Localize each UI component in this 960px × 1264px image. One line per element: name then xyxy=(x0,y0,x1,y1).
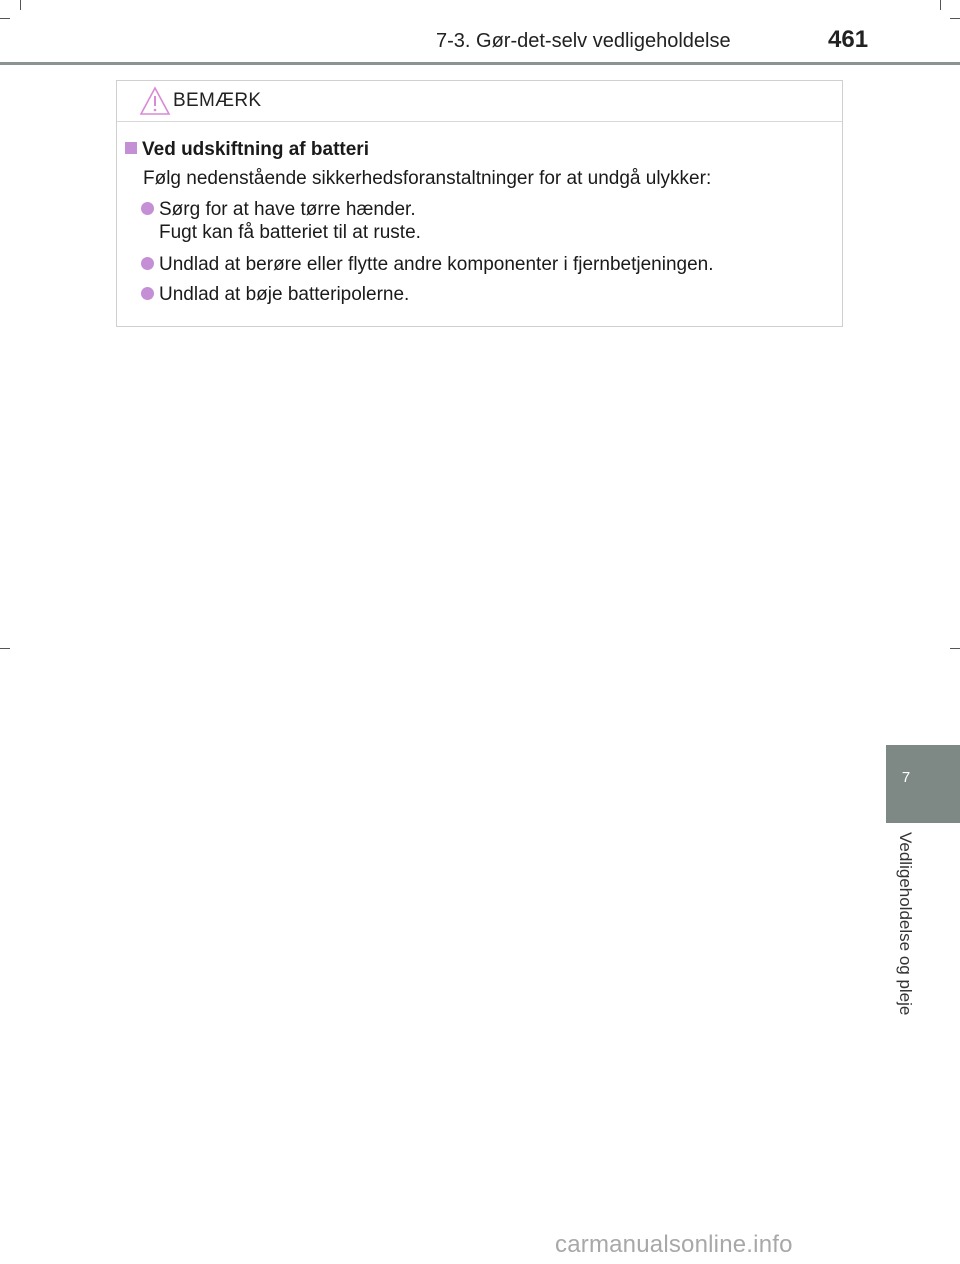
crop-mark xyxy=(950,648,960,649)
round-bullet-icon xyxy=(141,257,154,270)
list-item xyxy=(141,198,421,244)
warning-triangle-icon xyxy=(139,86,171,116)
page-number: 461 xyxy=(828,26,869,53)
notice-box xyxy=(116,80,843,327)
round-bullet-icon xyxy=(141,287,154,300)
list-item-text: Fugt kan få batteriet til at ruste. xyxy=(159,222,421,243)
header-divider xyxy=(0,62,960,65)
chapter-title: Vedligeholdelse og pleje xyxy=(896,832,915,1016)
notice-intro: Følg nedenstående sikkerhedsforanstaltninger for at undgå ulykker: xyxy=(143,168,712,189)
chapter-number: 7 xyxy=(901,769,911,786)
crop-mark xyxy=(0,648,10,649)
list-item-text: Sørg for at have tørre hænder. xyxy=(159,199,416,220)
chapter-tab xyxy=(886,745,960,823)
notice-heading xyxy=(125,139,369,161)
round-bullet-icon xyxy=(141,202,154,215)
list-item-text: Undlad at bøje batteripolerne. xyxy=(159,284,410,305)
watermark: carmanualsonline.info xyxy=(555,1231,793,1258)
list-item-text: Undlad at berøre eller flytte andre komponenter i fjernbetjeningen. xyxy=(159,254,714,275)
page-header xyxy=(0,0,960,64)
square-bullet-icon xyxy=(125,142,137,154)
section-title: 7-3. Gør-det-selv vedligeholdelse xyxy=(436,30,731,52)
notice-heading-text: Ved udskiftning af batteri xyxy=(142,139,369,160)
list-item xyxy=(141,253,714,276)
notice-title: BEMÆRK xyxy=(173,90,262,111)
notice-header xyxy=(117,81,842,122)
list-item xyxy=(141,283,409,306)
